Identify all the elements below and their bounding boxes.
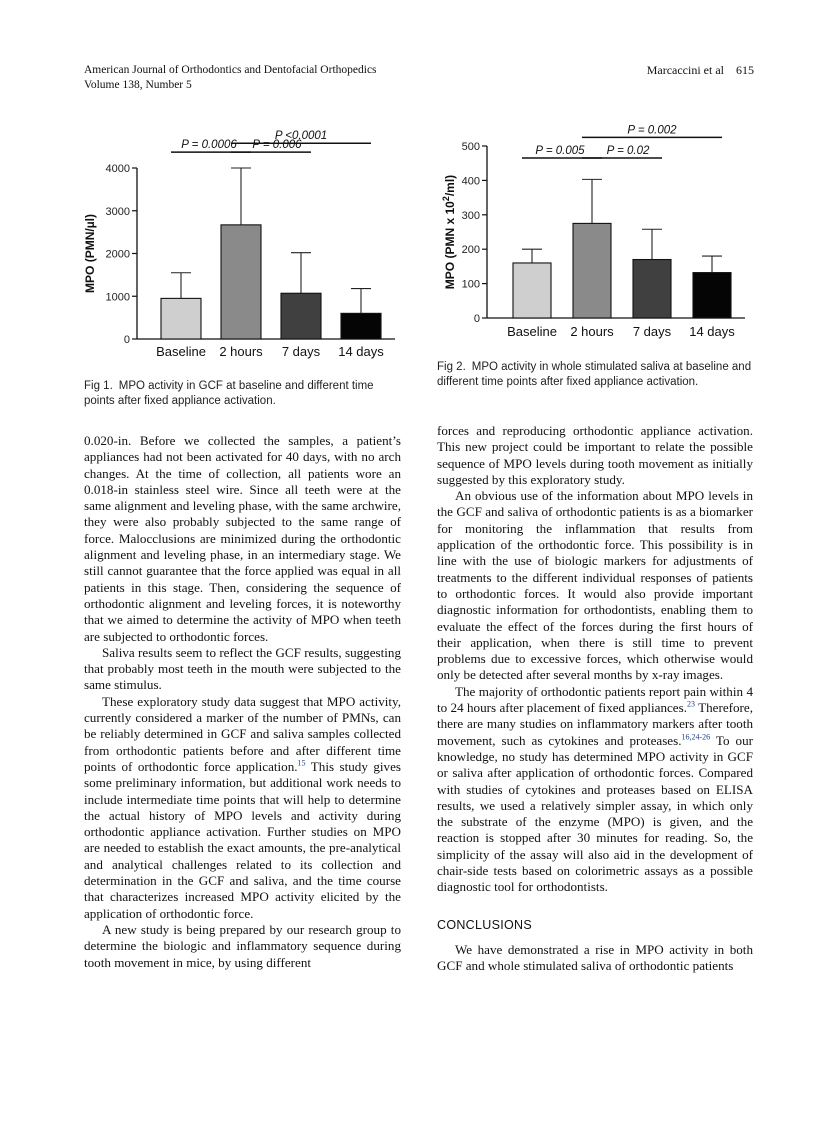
paragraph xyxy=(84,922,401,971)
significance-label: P = 0.006 xyxy=(252,139,302,152)
journal-name: American Journal of Orthodontics and Dentofacial Orthopedics xyxy=(84,64,377,76)
paragraph xyxy=(437,488,753,684)
paragraph-text: An obvious use of the information about MPO levels in the GCF and saliva of orthodontic patients is as a biomarker for monitoring the inflammation that results from application of the orthodontic force. This possibility is in line with the use of biologic markers for adjustments of treatments to the different individual responses of patients to orthodontic forces. It would also provide important diagnostic information for orthodontists, enabling them to evaluate the effect of the forces during the first hours of their application, when there is still time to prevent problems due to excessive forces, which otherwise would only be detected after several months by x-ray images. xyxy=(437,488,753,683)
category-label: 2 hours xyxy=(570,324,614,339)
running-header-journal xyxy=(84,63,377,93)
y-axis-label-main: MPO (PMN/µl) xyxy=(83,214,97,293)
citation-ref: 23 xyxy=(687,699,695,709)
y-axis-label xyxy=(83,214,97,293)
category-label: Baseline xyxy=(156,344,206,359)
category-label: 14 days xyxy=(338,344,384,359)
right-text-column xyxy=(437,423,753,975)
paragraph xyxy=(437,423,753,488)
journal-volume: Volume 138, Number 5 xyxy=(84,79,192,91)
bar xyxy=(221,225,261,339)
y-tick-label: 3000 xyxy=(105,205,130,218)
figure-1-svg xyxy=(80,122,410,367)
left-text-column xyxy=(84,433,401,971)
y-tick-label: 100 xyxy=(461,278,480,291)
figure-1-caption xyxy=(84,379,406,409)
paragraph-text: These exploratory study data suggest that MPO activity, currently considered a marker of the number of PMNs, can be reliably determined in GCF and saliva samples collected from orthodontic patients before and after different time points of orthodontic force application. xyxy=(84,693,401,774)
bar xyxy=(633,260,671,318)
paragraph xyxy=(84,433,401,645)
figure-2-label: Fig 2. xyxy=(437,361,466,373)
paragraph-text: Saliva results seem to reflect the GCF results, suggesting that probably most teeth in the mouth were subjected to the same stimulus. xyxy=(84,644,401,693)
figure-1-label: Fig 1. xyxy=(84,380,113,392)
category-label: 2 hours xyxy=(219,344,263,359)
bar xyxy=(513,263,551,318)
figure-2-caption-text: MPO activity in whole stimulated saliva at baseline and different time points after fixed appliance activation. xyxy=(437,361,752,388)
category-label: 7 days xyxy=(281,344,321,359)
y-tick-label: 2000 xyxy=(105,248,130,261)
y-tick-label: 200 xyxy=(461,244,480,257)
bar xyxy=(281,293,321,339)
paragraph-text: This study gives some preliminary information, but additional work needs to include intermediate time points that will help to determine the actual history of MPO levels and activity during orthodontic appliance activation. Further studies on MPO are needed to establish the exact amounts, the pre-analytical and analytical challenges related to its collection and determination in the GCF and saliva, and the time course that characterizes increased MPO activity elicited by the application of orthodontic force. xyxy=(84,758,402,921)
paragraph xyxy=(437,942,753,975)
paragraph-text: To our knowledge, no study has determined MPO activity in GCF or saliva after application of orthodontic forces. Compared with studies of cytokines and proteases based on ELISA results, we used a relatively simpler assay, in which only the substrate of the enzyme (MPO) is given, and the reaction is stopped after 30 minutes for reading. So, the simplicity of the assay will also aid in the development of chair-side tests based on colorimetric assays as a possible diagnostic tool for orthodontists. xyxy=(437,732,753,895)
significance-label: P = 0.002 xyxy=(627,124,677,137)
significance-label: P = 0.005 xyxy=(535,145,585,158)
paragraph-text: We have demonstrated a rise in MPO activity in both GCF and whole stimulated saliva of orthodontic patients xyxy=(437,941,753,974)
y-tick-label: 0 xyxy=(123,334,130,346)
paragraph xyxy=(84,694,401,922)
significance-label: P = 0.0006 xyxy=(181,139,237,152)
y-tick-label: 0 xyxy=(473,313,480,325)
citation-ref: 15 xyxy=(297,758,306,768)
page-number: 615 xyxy=(736,63,754,77)
paragraph xyxy=(437,684,753,896)
category-label: Baseline xyxy=(507,324,557,339)
running-header-right xyxy=(647,63,754,78)
right-column-body xyxy=(437,423,753,896)
category-label: 7 days xyxy=(632,324,672,339)
y-axis-label-main: MPO (PMN x 10 xyxy=(443,201,457,290)
conclusions-heading: CONCLUSIONS xyxy=(437,917,532,932)
figure-2-svg xyxy=(440,122,760,347)
paragraph-text: Therefore, there are many studies on inflammatory markers after tooth movement, such as cytokines and proteases. xyxy=(437,700,754,748)
y-axis-label-sup: 2 xyxy=(441,196,451,202)
conclusions-body xyxy=(437,942,753,975)
paragraph xyxy=(84,645,401,694)
significance-label: P = 0.02 xyxy=(606,145,650,158)
paragraph-text: The majority of orthodontic patients report pain within 4 to 24 hours after placement of fixed appliances. xyxy=(437,683,753,716)
bar xyxy=(161,298,201,339)
y-tick-label: 300 xyxy=(461,209,480,222)
figure-2-chart xyxy=(440,122,760,347)
figure-2-caption xyxy=(437,360,753,390)
bar xyxy=(693,273,731,318)
author-name: Marcaccini et al xyxy=(646,63,724,77)
y-tick-label: 4000 xyxy=(105,163,130,175)
significance-label: P <0.0001 xyxy=(274,130,328,143)
citation-ref: 16,24-26 xyxy=(681,732,711,742)
paragraph-text: 0.020-in. Before we collected the samples, a patient’s appliances had not been activated for 40 days, with no arch changes. At the time of collection, all patients wore an 0.018-in stainless steel wire. Since all teeth were at the same alignment and leveling phase, with the same archwire, they were also probably subjected to the same range of force. Malocclusions are minimized during the orthodontic alignment and leveling phase, in an intermediary stage. We still cannot guarantee that the force applied was equal in all patients in this stage. Then, considering the sequence of orthodontic alignment and leveling forces, it is noteworthy that we aimed to determine the activity of MPO when teeth are subjected to orthodontic forces. xyxy=(84,433,401,644)
category-label: 14 days xyxy=(689,324,735,339)
y-tick-label: 400 xyxy=(461,175,480,188)
bar xyxy=(341,313,381,339)
y-tick-label: 1000 xyxy=(105,291,130,304)
y-axis-label xyxy=(441,175,457,289)
paragraph-text: A new study is being prepared by our research group to determine the biologic and inflammatory sequence during tooth movement in mice, by using different xyxy=(84,921,401,970)
figure-1-caption-text: MPO activity in GCF at baseline and different time points after fixed appliance activation. xyxy=(84,380,374,407)
y-tick-label: 500 xyxy=(461,141,480,153)
bar xyxy=(573,223,611,318)
paragraph-text: forces and reproducing orthodontic appliance activation. This new project could be important to relate the possible sequence of MPO levels during tooth movement as initially suggested by this exploratory study. xyxy=(437,423,753,487)
y-axis-label-tail: /ml) xyxy=(443,174,457,197)
figure-1-chart xyxy=(80,122,410,367)
